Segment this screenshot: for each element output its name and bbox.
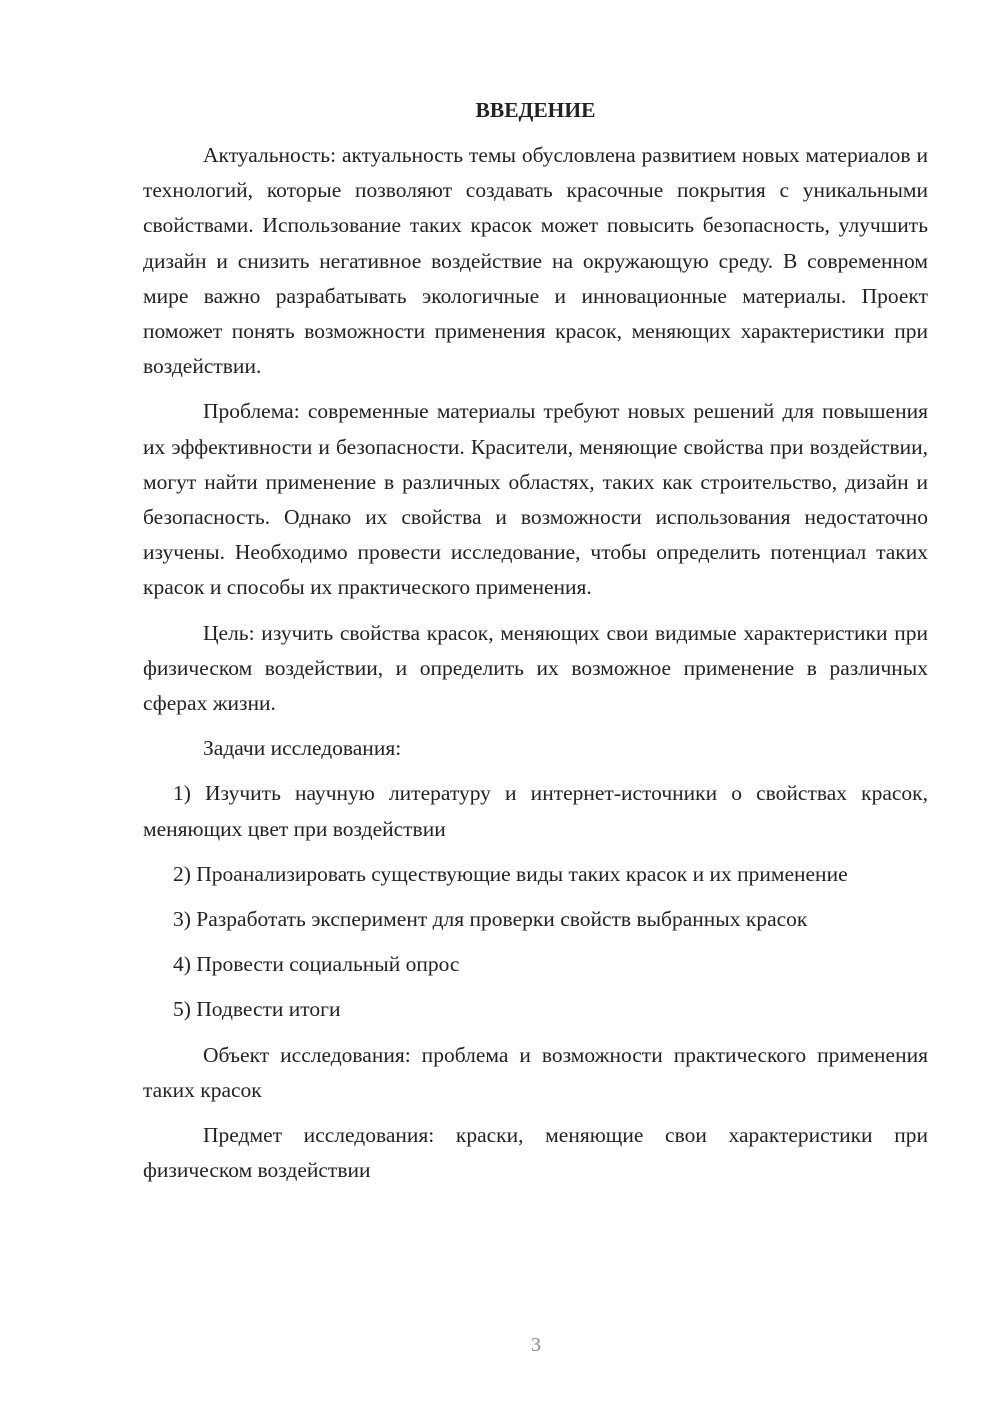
task-item-5: 5) Подвести итоги	[173, 997, 341, 1022]
goal-paragraph: Цель: изучить свойства красок, меняющих свои видимые характеристики при физическом воздействии, и определить их возможное применение в различных сферах жизни.	[143, 620, 928, 716]
task-item-3: 3) Разработать эксперимент для проверки свойств выбранных красок	[173, 907, 808, 932]
task-item-4: 4) Провести социальный опрос	[173, 952, 460, 977]
page-title: ВВЕДЕНИЕ	[475, 98, 596, 122]
page-content	[143, 93, 928, 1198]
task-item-2: 2) Проанализировать существующие виды таких красок и их применение	[173, 861, 848, 886]
object-paragraph: Объект исследования: проблема и возможности практического применения таких красок	[143, 1042, 928, 1102]
relevance-paragraph: Актуальность: актуальность темы обусловлена развитием новых материалов и технологий, которые позволяют создавать красочные покрытия с уникальными свойствами. Использование таких красок может повысить безопасность, улучшить дизайн и снизить негативное воздействие на окружающую среду. В современном мире важно разрабатывать экологичные и инновационные материалы. Проект поможет понять возможности применения красок, меняющих характеристики при воздействии.	[143, 143, 928, 379]
task-item-1: 1) Изучить научную литературу и интернет-источники о свойствах красок, меняющих цвет при воздействии	[143, 781, 928, 841]
page-number: 3	[531, 1334, 541, 1356]
subject-paragraph: Предмет исследования: краски, меняющие свои характеристики при физическом воздействии	[143, 1123, 928, 1183]
problem-paragraph: Проблема: современные материалы требуют новых решений для повышения их эффективности и безопасности. Красители, меняющие свойства при воздействии, могут найти применение в различных областях, таких как строительство, дизайн и безопасность. Однако их свойства и возможности использования недостаточно изучены. Необходимо провести исследование, чтобы определить потенциал таких красок и способы их практического применения.	[143, 399, 928, 600]
tasks-heading: Задачи исследования:	[203, 736, 402, 761]
